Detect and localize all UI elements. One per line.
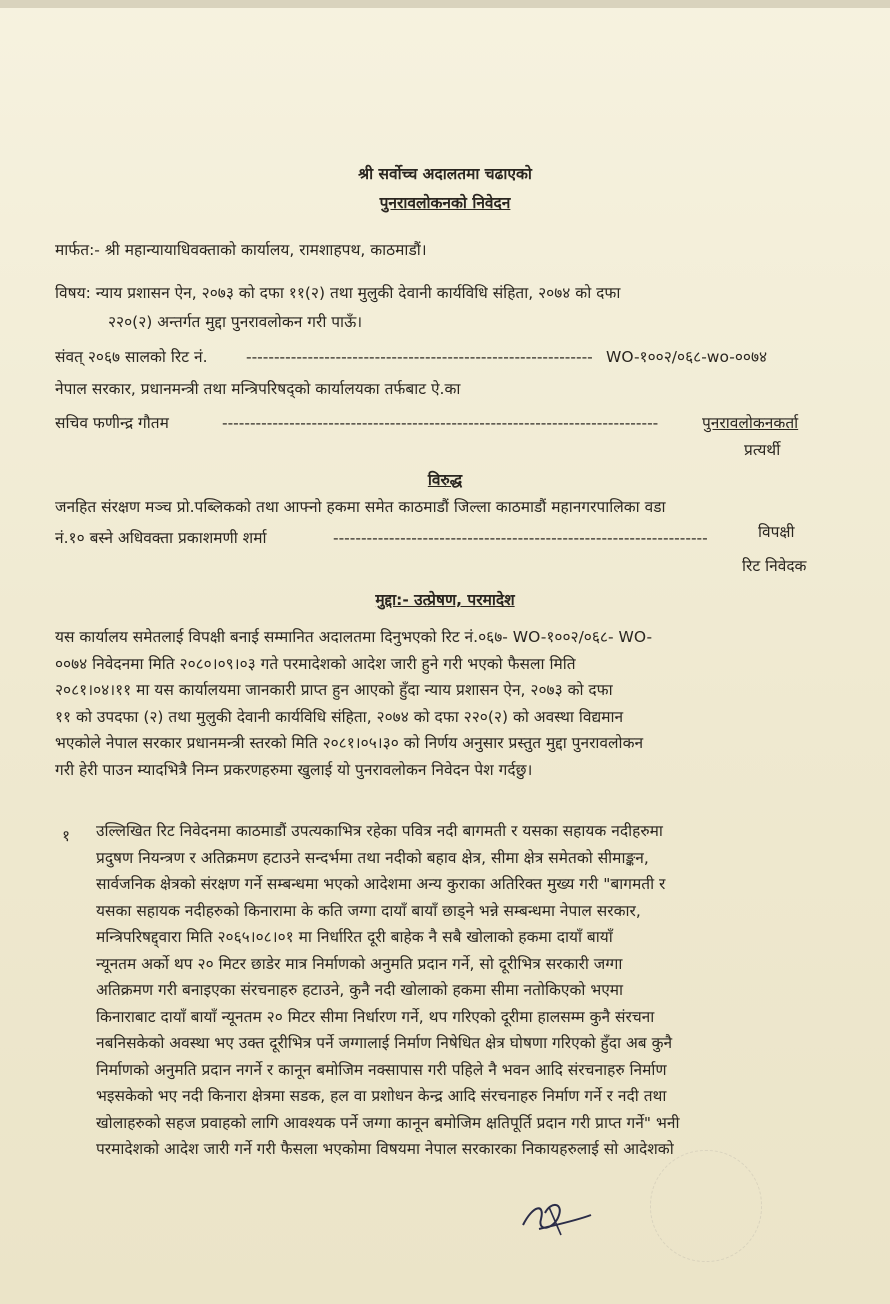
signature — [515, 1185, 595, 1245]
faded-stamp — [650, 1150, 762, 1262]
point-1-paragraph — [96, 818, 836, 1163]
paragraph-line: परमादेशको आदेश जारी गर्ने गरी फैसला भएकोमा विषयमा नेपाल सरकारका निकायहरुलाई सो आदेशको — [96, 1140, 674, 1158]
paragraph-line: २०८१।०४।११ मा यस कार्यालयमा जानकारी प्राप्त हुन आएको हुँदा न्याय प्रशासन ऐन, २०७३ को दफा — [55, 681, 613, 699]
opponent-line-1: जनहित संरक्षण मञ्च प्रो.पब्लिकको तथा आफ्नो हकमा समेत काठमाडौं जिल्ला काठमाडौं महानगरपालिका वडा — [55, 498, 666, 516]
paragraph-line: भएकोले नेपाल सरकार प्रधानमन्त्री स्तरको मिति २०८१।०५।३० को निर्णय अनुसार प्रस्तुत मुद्दा पुनरावलोकन — [55, 734, 644, 752]
petitioner-role: पुनरावलोकनकर्ता — [702, 414, 799, 432]
paragraph-line: ११ को उपदफा (२) तथा मुलुकी देवानी कार्यविधि संहिता, २०७४ को दफा २२०(२) को अवस्था विद्यमान — [55, 707, 624, 726]
paragraph-line: उल्लिखित रिट निवेदनमा काठमाडौं उपत्यकाभित्र रहेका पवित्र नदी बागमती र यसका सहायक नदीहरुमा — [96, 822, 663, 840]
paragraph-line: किनाराबाट दायाँ बायाँ न्यूनतम २० मिटर सीमा निर्धारण गर्ने, थप गरिएको दूरीमा हालसम्म कुनै संरचना — [96, 1007, 655, 1026]
writ-petitioner-role: रिट निवेदक — [742, 557, 807, 575]
dash-leader: ------------------------------------------------------------------- — [333, 529, 708, 547]
subject-line-1: विषय: न्याय प्रशासन ऐन, २०७३ को दफा ११(२) तथा मुलुकी देवानी कार्यविधि संहिता, २०७४ को दफा — [55, 284, 621, 302]
dash-leader: ------------------------------------------------------------------------------ — [222, 414, 659, 432]
paragraph-line: यसका सहायक नदीहरुको किनारामा के कति जग्गा दायाँ बायाँ छाड्ने भन्ने सम्बन्धमा नेपाल सरकार, — [96, 901, 641, 920]
paragraph-line: भइसकेको भए नदी किनारा क्षेत्रमा सडक, हल वा प्रशोधन केन्द्र आदि संरचनाहरु निर्माण गर्ने र नदी तथा — [96, 1087, 667, 1105]
paragraph-line: अतिक्रमण गरी बनाइएका संरचनाहरु हटाउने, कुनै नदी खोलाको हकमा सीमा नतोकिएको भएमा — [96, 981, 624, 999]
paragraph-line: यस कार्यालय समेतलाई विपक्षी बनाई सम्मानित अदालतमा दिनुभएको रिट नं.०६७- WO-१००२/०६८- WO- — [55, 628, 653, 646]
dash-leader: -------------------------------------------------------------- — [246, 348, 593, 366]
petitioner-line: नेपाल सरकार, प्रधानमन्त्री तथा मन्त्रिपरिषद्को कार्यालयका तर्फबाट ऐ.का — [55, 380, 461, 398]
subject-line-2: २२०(२) अन्तर्गत मुद्दा पुनरावलोकन गरी पाऊँ। — [108, 313, 363, 331]
court-heading: श्री सर्वोच्च अदालतमा चढाएको — [358, 165, 532, 183]
intro-paragraph — [55, 624, 835, 783]
case-subject: मुद्दा:- उत्प्रेषण, परमादेश — [375, 591, 515, 609]
versus-heading: विरुद्ध — [427, 471, 463, 489]
opponent-role: विपक्षी — [758, 523, 795, 541]
paragraph-line: मन्त्रिपरिषद्द्वारा मिति २०६५।०८।०१ मा निर्धारित दूरी बाहेक नै सबै खोलाको हकमा दायाँ बायाँ — [96, 928, 613, 946]
paragraph-line: नबनिसकेको अवस्था भए उक्त दूरीभित्र पर्ने जग्गालाई निर्माण निषेधित क्षेत्र घोषणा गरिएको हुँदा अब कुनै — [96, 1034, 673, 1052]
point-number: १ — [62, 827, 71, 845]
paragraph-line: न्यूनतम अर्को थप २० मिटर छाडेर मात्र निर्माणको अनुमति प्रदान गर्ने, सो दूरीभित्र सरकारी जग्गा — [96, 954, 623, 973]
petitioner-name: सचिव फणीन्द्र गौतम — [55, 414, 169, 432]
paragraph-line: प्रदुषण नियन्त्रण र अतिक्रमण हटाउने सन्दर्भमा तथा नदीको बहाव क्षेत्र, सीमा क्षेत्र समेतको सीमाङ्कन, — [96, 848, 649, 867]
opponent-line-2: नं.१० बस्ने अधिवक्ता प्रकाशमणी शर्मा — [55, 529, 267, 547]
scan-edge — [0, 0, 890, 8]
document-title: पुनरावलोकनको निवेदन — [379, 194, 511, 212]
case-number: WO-१००२/०६८-wo-००७४ — [606, 348, 768, 366]
marfat-line: मार्फत:- श्री महान्यायाधिवक्ताको कार्यालय, रामशाहपथ, काठमाडौं। — [55, 241, 427, 259]
paragraph-line: निर्माणको अनुमति प्रदान नगर्ने र कानून बमोजिम नक्सापास गरी पहिले नै भवन आदि संरचनाहरु निर्माण — [96, 1060, 667, 1079]
paragraph-line: खोलाहरुको सहज प्रवाहको लागि आवश्यक पर्ने जग्गा कानून बमोजिम क्षतिपूर्ति प्रदान गरी प्राप्त गर्ने" भनी — [96, 1113, 680, 1132]
paragraph-line: ००७४ निवेदनमा मिति २०८०।०९।०३ गते परमादेशको आदेश जारी हुने गरी भएको फैसला मिति — [55, 654, 576, 673]
paragraph-line: गरी हेरी पाउन म्यादभित्रै निम्न प्रकरणहरुमा खुलाई यो पुनरावलोकन निवेदन पेश गर्दछु। — [55, 760, 533, 779]
paragraph-line: सार्वजनिक क्षेत्रको संरक्षण गर्ने सम्बन्धमा भएको आदेशमा अन्य कुराका अतिरिक्त मुख्य गरी "बागमती र — [96, 875, 666, 893]
respondent-role: प्रत्यर्थी — [744, 441, 781, 459]
case-number-label: संवत् २०६७ सालको रिट नं. — [55, 348, 208, 366]
